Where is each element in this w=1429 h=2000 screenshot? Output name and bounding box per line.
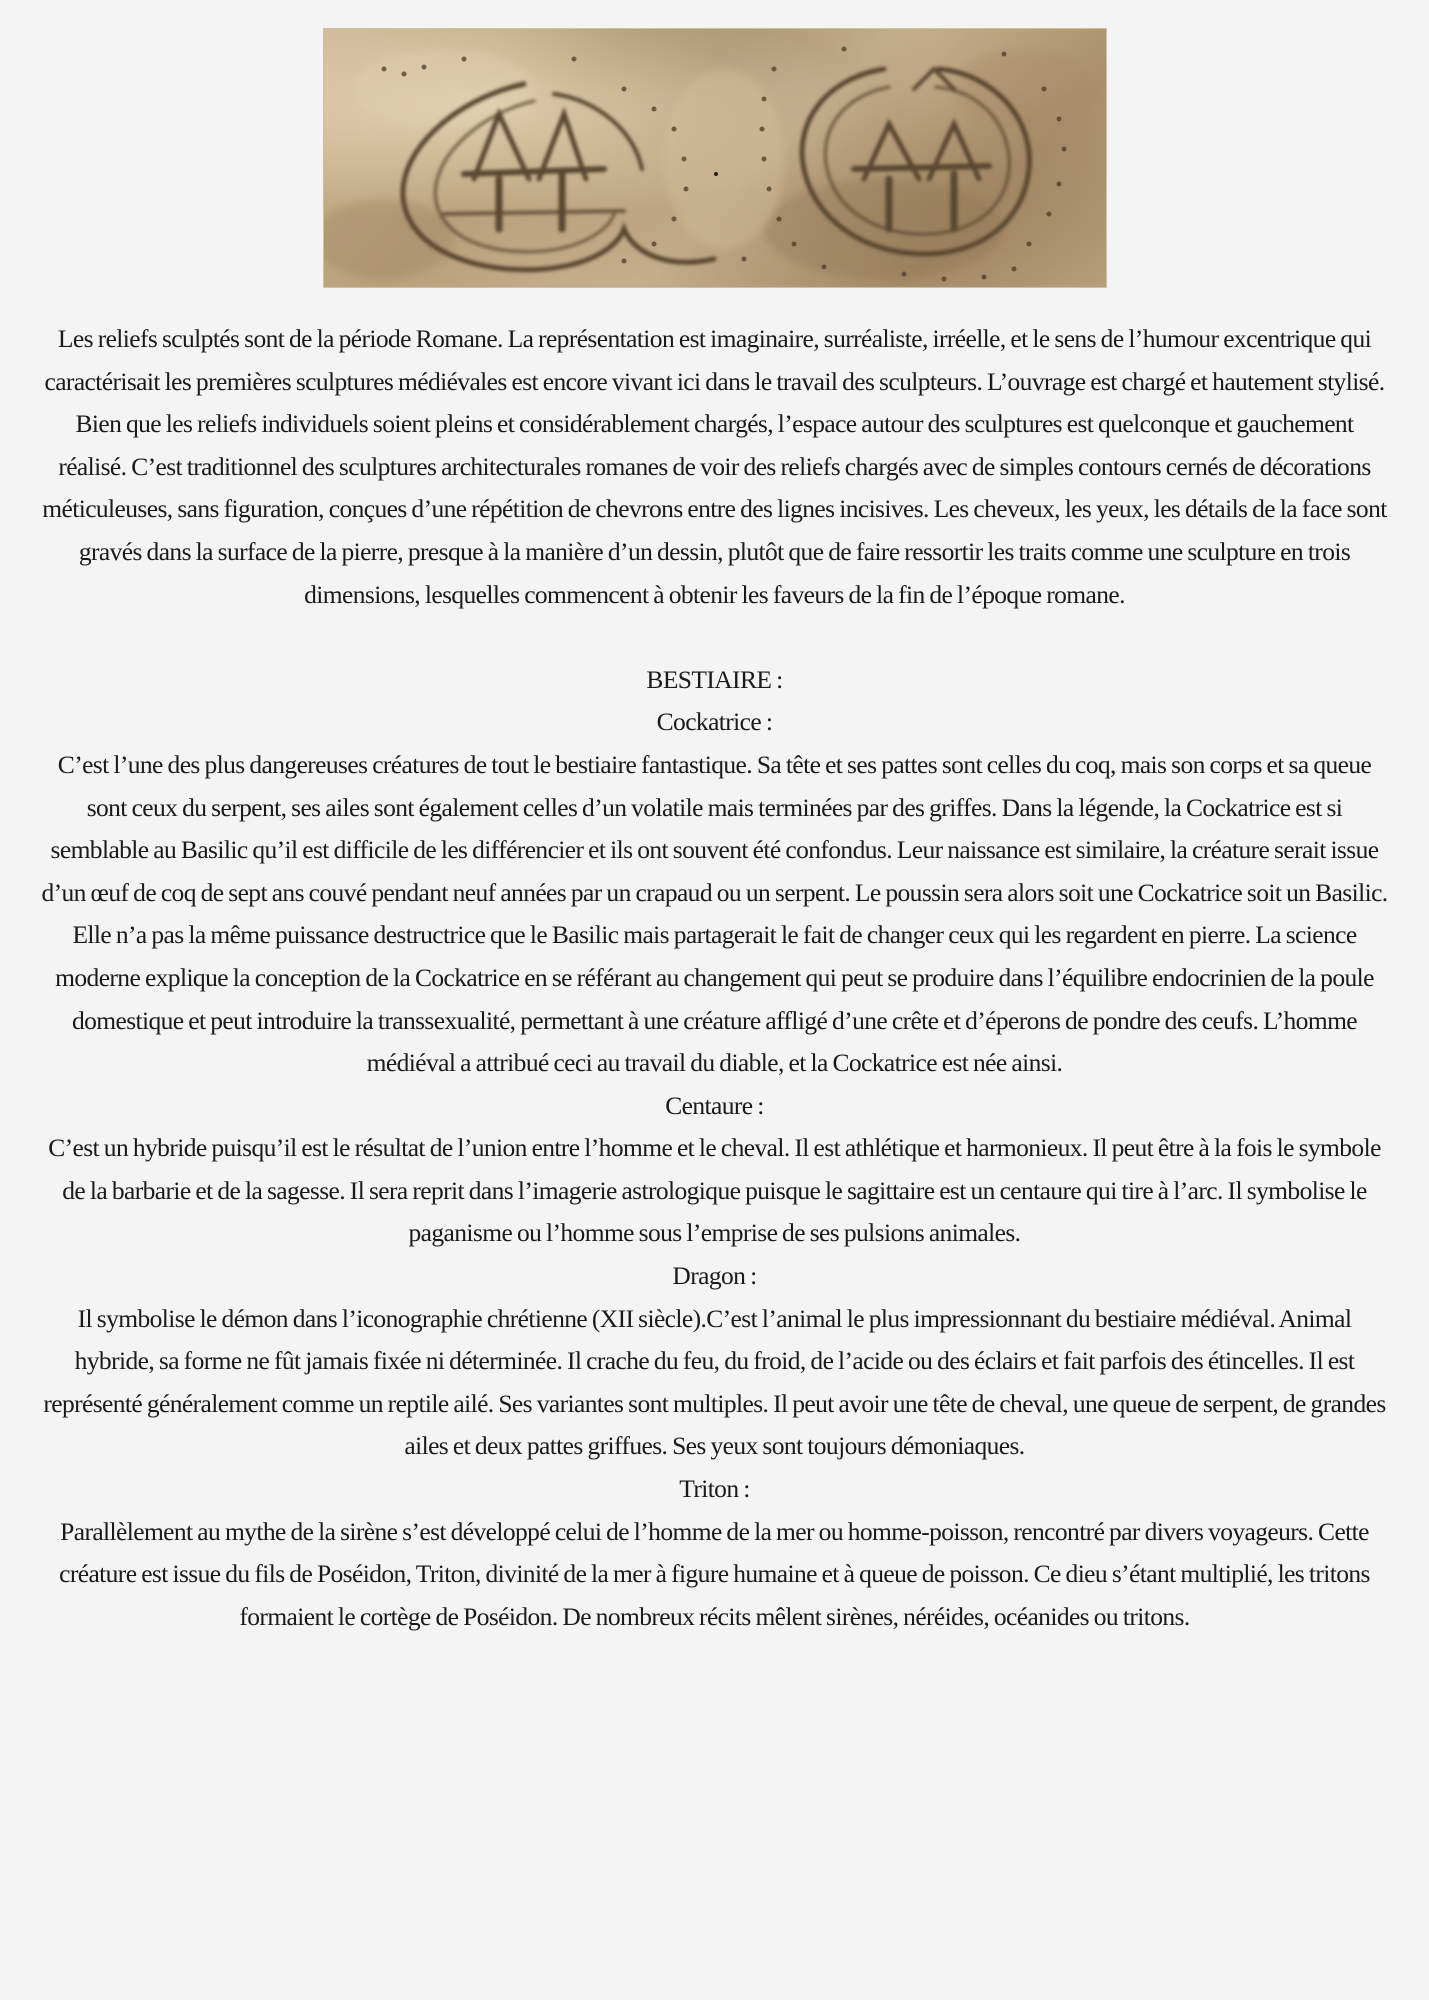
entry-body-centaure: C’est un hybride puisqu’il est le résultat de l’union entre l’homme et le cheval. Il est athlétique et harmonieux. Il peut être à la fois le symbole de la barbarie et de la sagesse. Il sera reprit dans l’imagerie astrologique puisque le sagittaire est un centaure qui tire à l’arc. Il symbolise le paganisme ou l’homme sous l’emprise de ses pulsions animales. — [48, 1133, 1381, 1248]
entry-body-cockatrice: C’est l’une des plus dangereuses créatures de tout le bestiaire fantastique. Sa tête et ses pattes sont celles du coq, mais son corps et sa queue sont ceux du serpent, ses ailes sont également celles d’un volatile mais terminées par des griffes. Dans la légende, la Cockatrice est si semblable au Basilic qu’il est difficile de les différencier et ils ont souvent été confondus. Leur naissance est similaire, la créature serait issue d’un œuf de coq de sept ans couvé pendant neuf années par un crapaud ou un serpent. Le poussin sera alors soit une Cockatrice soit un Basilic. Elle n’a pas la même puissance destructrice que le Basilic mais partagerait le fait de changer ceux qui les regardent en pierre. La science moderne explique la conception de la Cockatrice en se référant au changement qui peut se produire dans l’équilibre endocrinien de la poule domestique et peut introduire la transsexualité, permettant à une créature affligé d’une crête et d’éperons de pondre des ceufs. L’homme médiéval a attribué ceci au travail du diable, et la Cockatrice est née ainsi. — [41, 749, 1388, 1078]
relief-photo — [323, 28, 1107, 288]
relief-carving-image — [324, 29, 1106, 287]
entry-title-dragon: Dragon : — [672, 1261, 757, 1291]
entry-title-triton: Triton : — [679, 1474, 750, 1504]
article-text — [40, 318, 1389, 1638]
entry-body-dragon: Il symbolise le démon dans l’iconographie chrétienne (XII siècle).C’est l’animal le plus impressionnant du bestiaire médiéval. Animal hybride, sa forme ne fût jamais fixée ni déterminée. Il crache du feu, du froid, de l’acide ou des éclairs et fait parfois des étincelles. Il est représenté généralement comme un reptile ailé. Ses variantes sont multiples. Il peut avoir une tête de cheval, une queue de serpent, de grandes ailes et deux pattes griffues. Ses yeux sont toujours démoniaques. — [43, 1303, 1386, 1461]
intro-paragraph: Les reliefs sculptés sont de la période Romane. La représentation est imaginaire, surréaliste, irréelle, et le sens de l’humour excentrique qui caractérisait les premières sculptures médiévales est encore vivant ici dans le travail des sculpteurs. L’ouvrage est chargé et hautement stylisé. Bien que les reliefs individuels soient pleins et considérablement chargés, l’espace autour des sculptures est quelconque et gauchement réalisé. C’est traditionnel des sculptures architecturales romanes de voir des reliefs chargés avec de simples contours cernés de décorations méticuleuses, sans figuration, conçues d’une répétition de chevrons entre des lignes incisives. Les cheveux, les yeux, les détails de la face sont gravés dans la surface de la pierre, presque à la manière d’un dessin, plutôt que de faire ressortir les traits comme une sculpture en trois dimensions, lesquelles commencent à obtenir les faveurs de la fin de l’époque romane. — [42, 324, 1387, 609]
paragraph-spacer — [40, 616, 1389, 659]
entry-title-centaure: Centaure : — [665, 1090, 764, 1120]
entry-body-triton: Parallèlement au mythe de la sirène s’est développé celui de l’homme de la mer ou homme-poisson, rencontré par divers voyageurs. Cette créature est issue du fils de Poséidon, Triton, divinité de la mer à figure humaine et à queue de poisson. Ce dieu s’étant multiplié, les tritons formaient le cortège de Poséidon. De nombreux récits mêlent sirènes, néréides, océanides ou tritons. — [59, 1516, 1370, 1631]
entry-title-cockatrice: Cockatrice : — [656, 707, 773, 737]
bestiary-heading: BESTIAIRE : — [646, 664, 783, 694]
